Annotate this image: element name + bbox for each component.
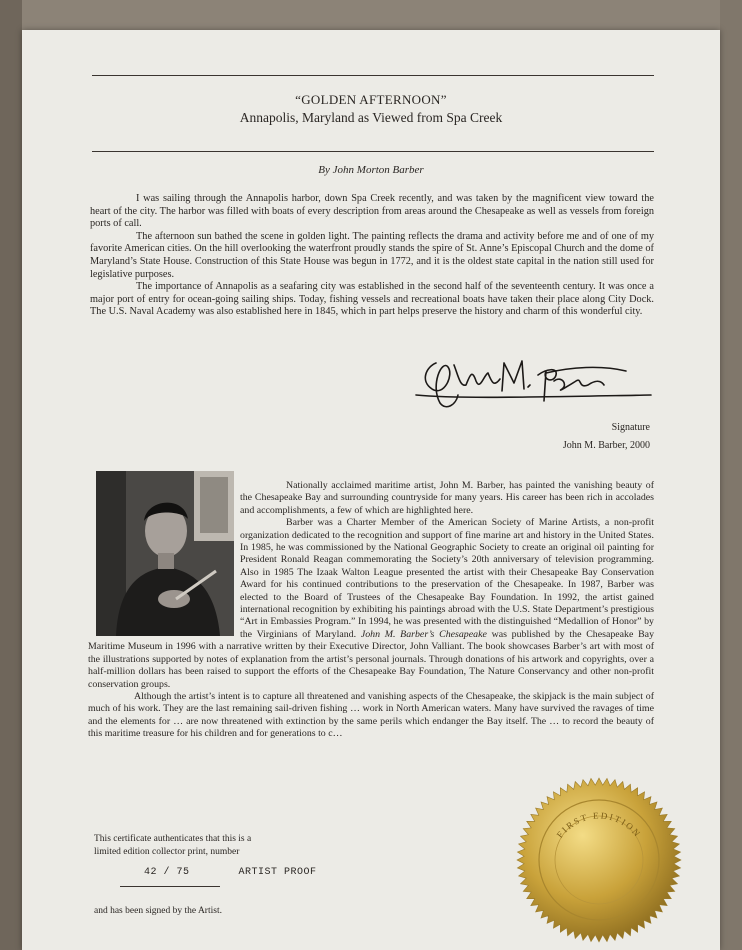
signed-statement: and has been signed by the Artist. [94, 906, 222, 916]
gold-seal-icon [514, 775, 684, 945]
bio-paragraph-1: Nationally acclaimed maritime artist, John M. Barber, has painted the vanishing beauty of the Chesapeake Bay and surrounding countryside for many years. His career has been rich in accolades and accomplishments, a few of which are highlighted here. [240, 480, 654, 516]
edition-type: ARTIST PROOF [238, 867, 317, 878]
signature-name: John M. Barber, 2000 [562, 440, 650, 451]
title-line1: “GOLDEN AFTERNOON” [295, 92, 447, 107]
title-line2: Annapolis, Maryland as Viewed from Spa Creek [239, 110, 503, 125]
top-rule [92, 75, 654, 76]
book-title: John M. Barber’s Chesapeake [360, 628, 487, 640]
certificate-page [22, 30, 720, 950]
seal-text: FIRST EDITION [554, 810, 644, 840]
frame-right-edge [720, 0, 742, 950]
bio-paragraph-3: Although the artist’s intent is to capture all threatened and vanishing aspects of the Chesapeake, the skipjack is the main subject of much of his work. They are the last remaining sail-driven fishing … work in North American waters. Many have survived the ravages of time and the elements for … are now threatened with extinction by the same perils which endanger the Bay itself. The … to record the beauty of this maritime treasure for his children and for generations to c… [88, 690, 654, 740]
intro-text [90, 193, 654, 319]
certificate-statement: This certificate authenticates that this is a limited edition collector print, number [94, 834, 252, 857]
intro-paragraph-1: I was sailing through the Annapolis harbor, down Spa Creek recently, and was taken by the magnificent view toward the heart of the city. The harbor was filled with boats of every description from areas around the Chesapeake as well as vessels from foreign ports of call. [90, 193, 654, 230]
handwritten-signature [396, 345, 656, 419]
signature-label: Signature [611, 422, 650, 433]
bio-paragraph-2: Barber was a Charter Member of the American Society of Marine Artists, a non-profit organization dedicated to the recognition and support of fine marine art and history in the United States. In 1985, he was commissioned by the National Geographic Society to create an original oil painting for President Ronald Reagan commemorating the Society’s 20th anniversary of television programming. Also in 1985 The Izaak Walton League presented the artist with their Chesapeake Bay Conservation Award for his continued contributions to the preservation of the Chesapeake. In 1987, Barber was elected to the Board of Trustees of the Chesapeake Bay Foundation. In 1992, the artist gained international recognition by exhibiting his paintings abroad with the U.S. State Department’s prestigious “Art in Embassies Program.” In 1994, he was presented with the distinguished “Medallion of Honor” by the Virginians of Maryland. John M. Barber’s Chesapeake was published by the Chesapeake Bay Maritime Museum in 1996 with a narrative written by their Executive Director, John Valliant. The book showcases Barber’s art with most of the illustrations supported by notes of explanation from the artist’s personal journals. Through donations of his artwork and copyrights, over a half-million dollars has been raised to support the efforts of the Chesapeake Bay Foundation, The Nature Conservancy and other non-profit conservation groups. [88, 517, 655, 690]
title-bottom-rule [92, 151, 654, 152]
edition-number: 42 / 75 [144, 867, 190, 878]
frame-left-edge [0, 0, 22, 950]
artist-biography [88, 480, 654, 741]
edition-number-rule [120, 886, 220, 887]
edition-number-row [144, 867, 317, 878]
byline: By John Morton Barber [318, 164, 424, 176]
intro-paragraph-2: The afternoon sun bathed the scene in golden light. The painting reflects the drama and activity before me and of one of my favorite American cities. On the hill overlooking the waterfront proudly stands the spire of St. Anne’s Episcopal Church and the dome of Maryland’s State House. Construction of this State House was begun in 1772, and it is the oldest state capital in the nation still used for legislative purposes. [90, 230, 654, 280]
intro-paragraph-3: The importance of Annapolis as a seafaring city was established in the second half of the seventeenth century. It was once a major port of entry for ocean-going sailing ships. Today, fishing vessels and recreational boats have taken their place along City Dock. The U.S. Naval Academy was also established here in 1845, which in part helps preserve the history and charm of this wonderful city. [90, 281, 654, 318]
